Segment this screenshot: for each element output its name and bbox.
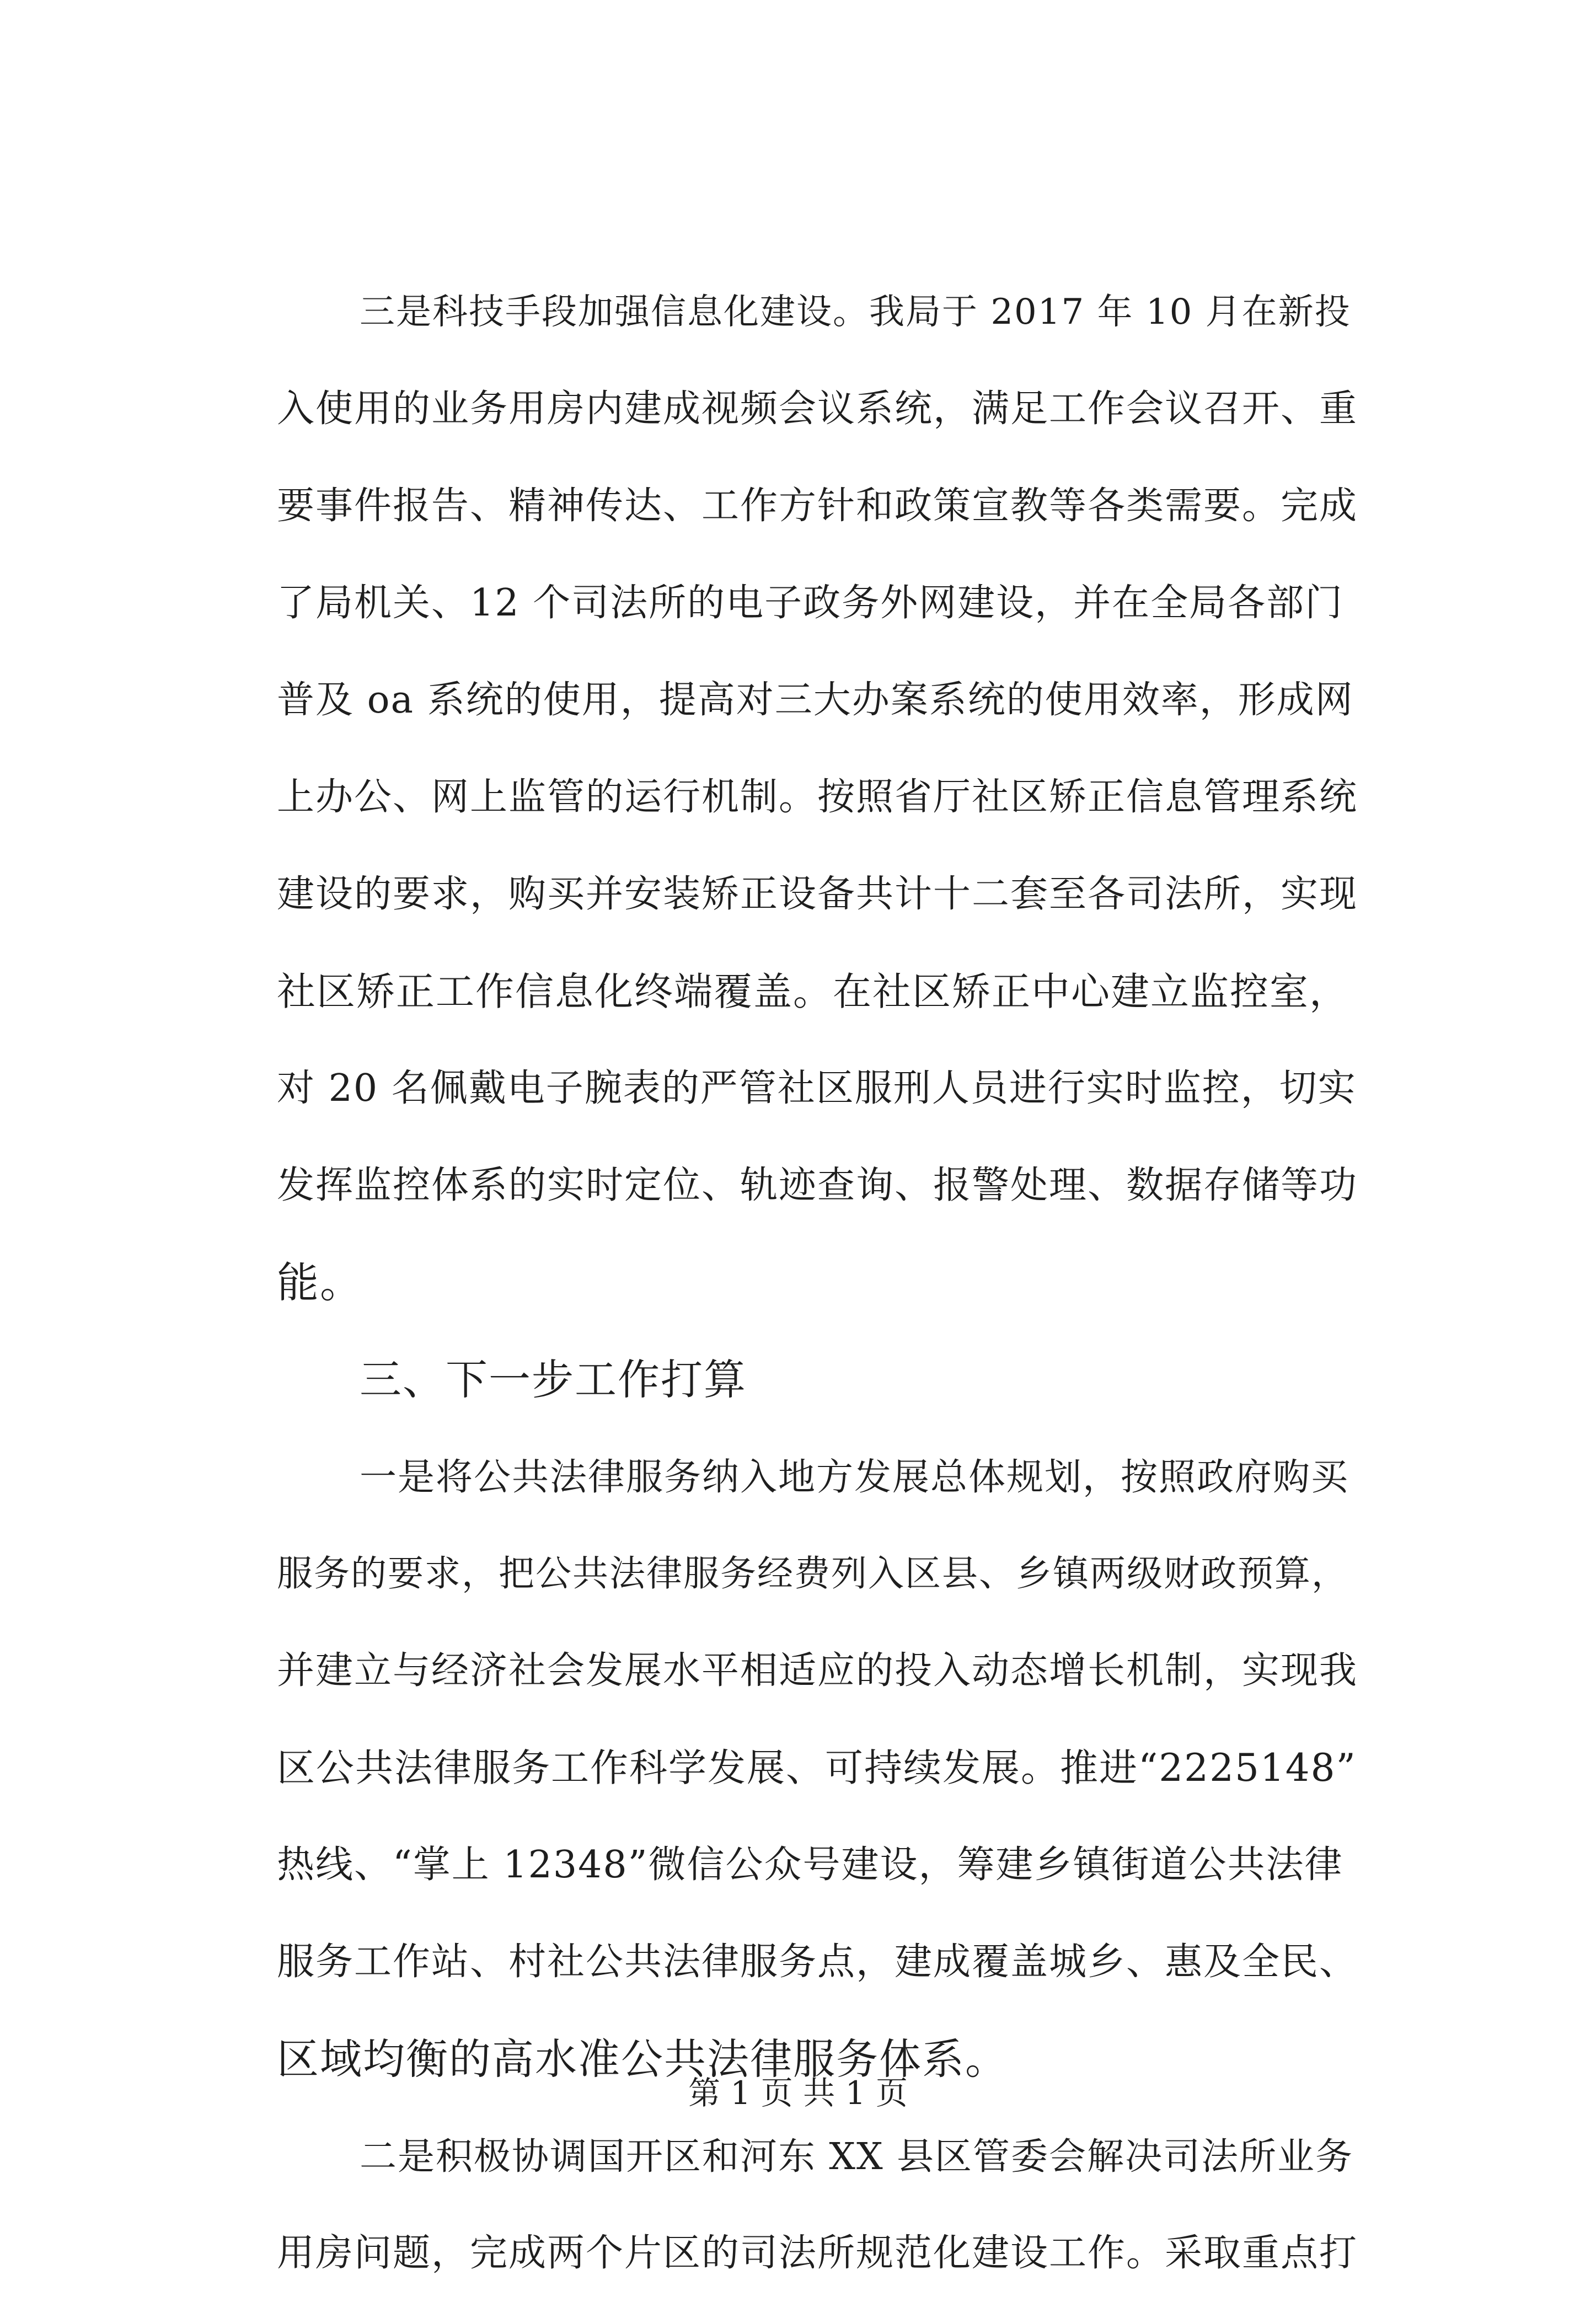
paragraph-tech-line-9: 对 20 名佩戴电子腕表的严管社区服刑人员进行实时监控，切实 <box>277 1067 1357 1110</box>
paragraph-plan-one-line-6: 服务工作站、村社公共法律服务点，建成覆盖城乡、惠及全民、 <box>277 1940 1358 1984</box>
paragraph-plan-one-line-5: 热线、“掌上 12348”微信公众号建设，筹建乡镇街道公共法律 <box>277 1843 1343 1887</box>
paragraph-tech-line-5: 普及 oa 系统的使用，提高对三大办案系统的使用效率，形成网 <box>277 678 1354 722</box>
paragraph-plan-one-line-1: 一是将公共法律服务纳入地方发展总体规划，按照政府购买 <box>360 1455 1349 1498</box>
paragraph-plan-one-line-4: 区公共法律服务工作科学发展、可持续发展。推进“2225148” <box>277 1746 1357 1790</box>
paragraph-tech-line-4: 了局机关、12 个司法所的电子政务外网建设，并在全局各部门 <box>277 581 1344 625</box>
paragraph-tech-line-7: 建设的要求，购买并安装矫正设备共计十二套至各司法所，实现 <box>277 872 1358 916</box>
paragraph-tech-line-10: 发挥监控体系的实时定位、轨迹查询、报警处理、数据存储等功 <box>277 1164 1358 1207</box>
paragraph-plan-one-line-3: 并建立与经济社会发展水平相适应的投入动态增长机制，实现我 <box>277 1649 1358 1693</box>
paragraph-plan-one-line-7: 区域均衡的高水准公共法律服务体系。 <box>277 2035 1008 2084</box>
paragraph-plan-two-line-2: 用房问题，完成两个片区的司法所规范化建设工作。采取重点打 <box>277 2231 1358 2275</box>
paragraph-tech-line-6: 上办公、网上监管的运行机制。按照省厅社区矫正信息管理系统 <box>277 775 1358 819</box>
paragraph-plan-two-line-1: 二是积极协调国开区和河东 XX 县区管委会解决司法所业务 <box>360 2135 1353 2178</box>
paragraph-tech-line-8: 社区矫正工作信息化终端覆盖。在社区矫正中心建立监控室， <box>277 969 1349 1014</box>
page-footer: 第 1 页 共 1 页 <box>688 2074 908 2112</box>
paragraph-tech-line-11: 能。 <box>277 1258 363 1307</box>
paragraph-tech-line-3: 要事件报告、精神传达、工作方针和政策宣教等各类需要。完成 <box>277 484 1358 528</box>
section-heading: 三、下一步工作打算 <box>360 1355 747 1404</box>
paragraph-tech-line-2: 入使用的业务用房内建成视频会议系统，满足工作会议召开、重 <box>277 387 1358 431</box>
paragraph-tech-line-1: 三是科技手段加强信息化建设。我局于 2017 年 10 月在新投 <box>360 292 1351 333</box>
paragraph-plan-one-line-2: 服务的要求，把公共法律服务经费列入区县、乡镇两级财政预算， <box>277 1553 1349 1594</box>
document-body <box>277 264 1358 2302</box>
